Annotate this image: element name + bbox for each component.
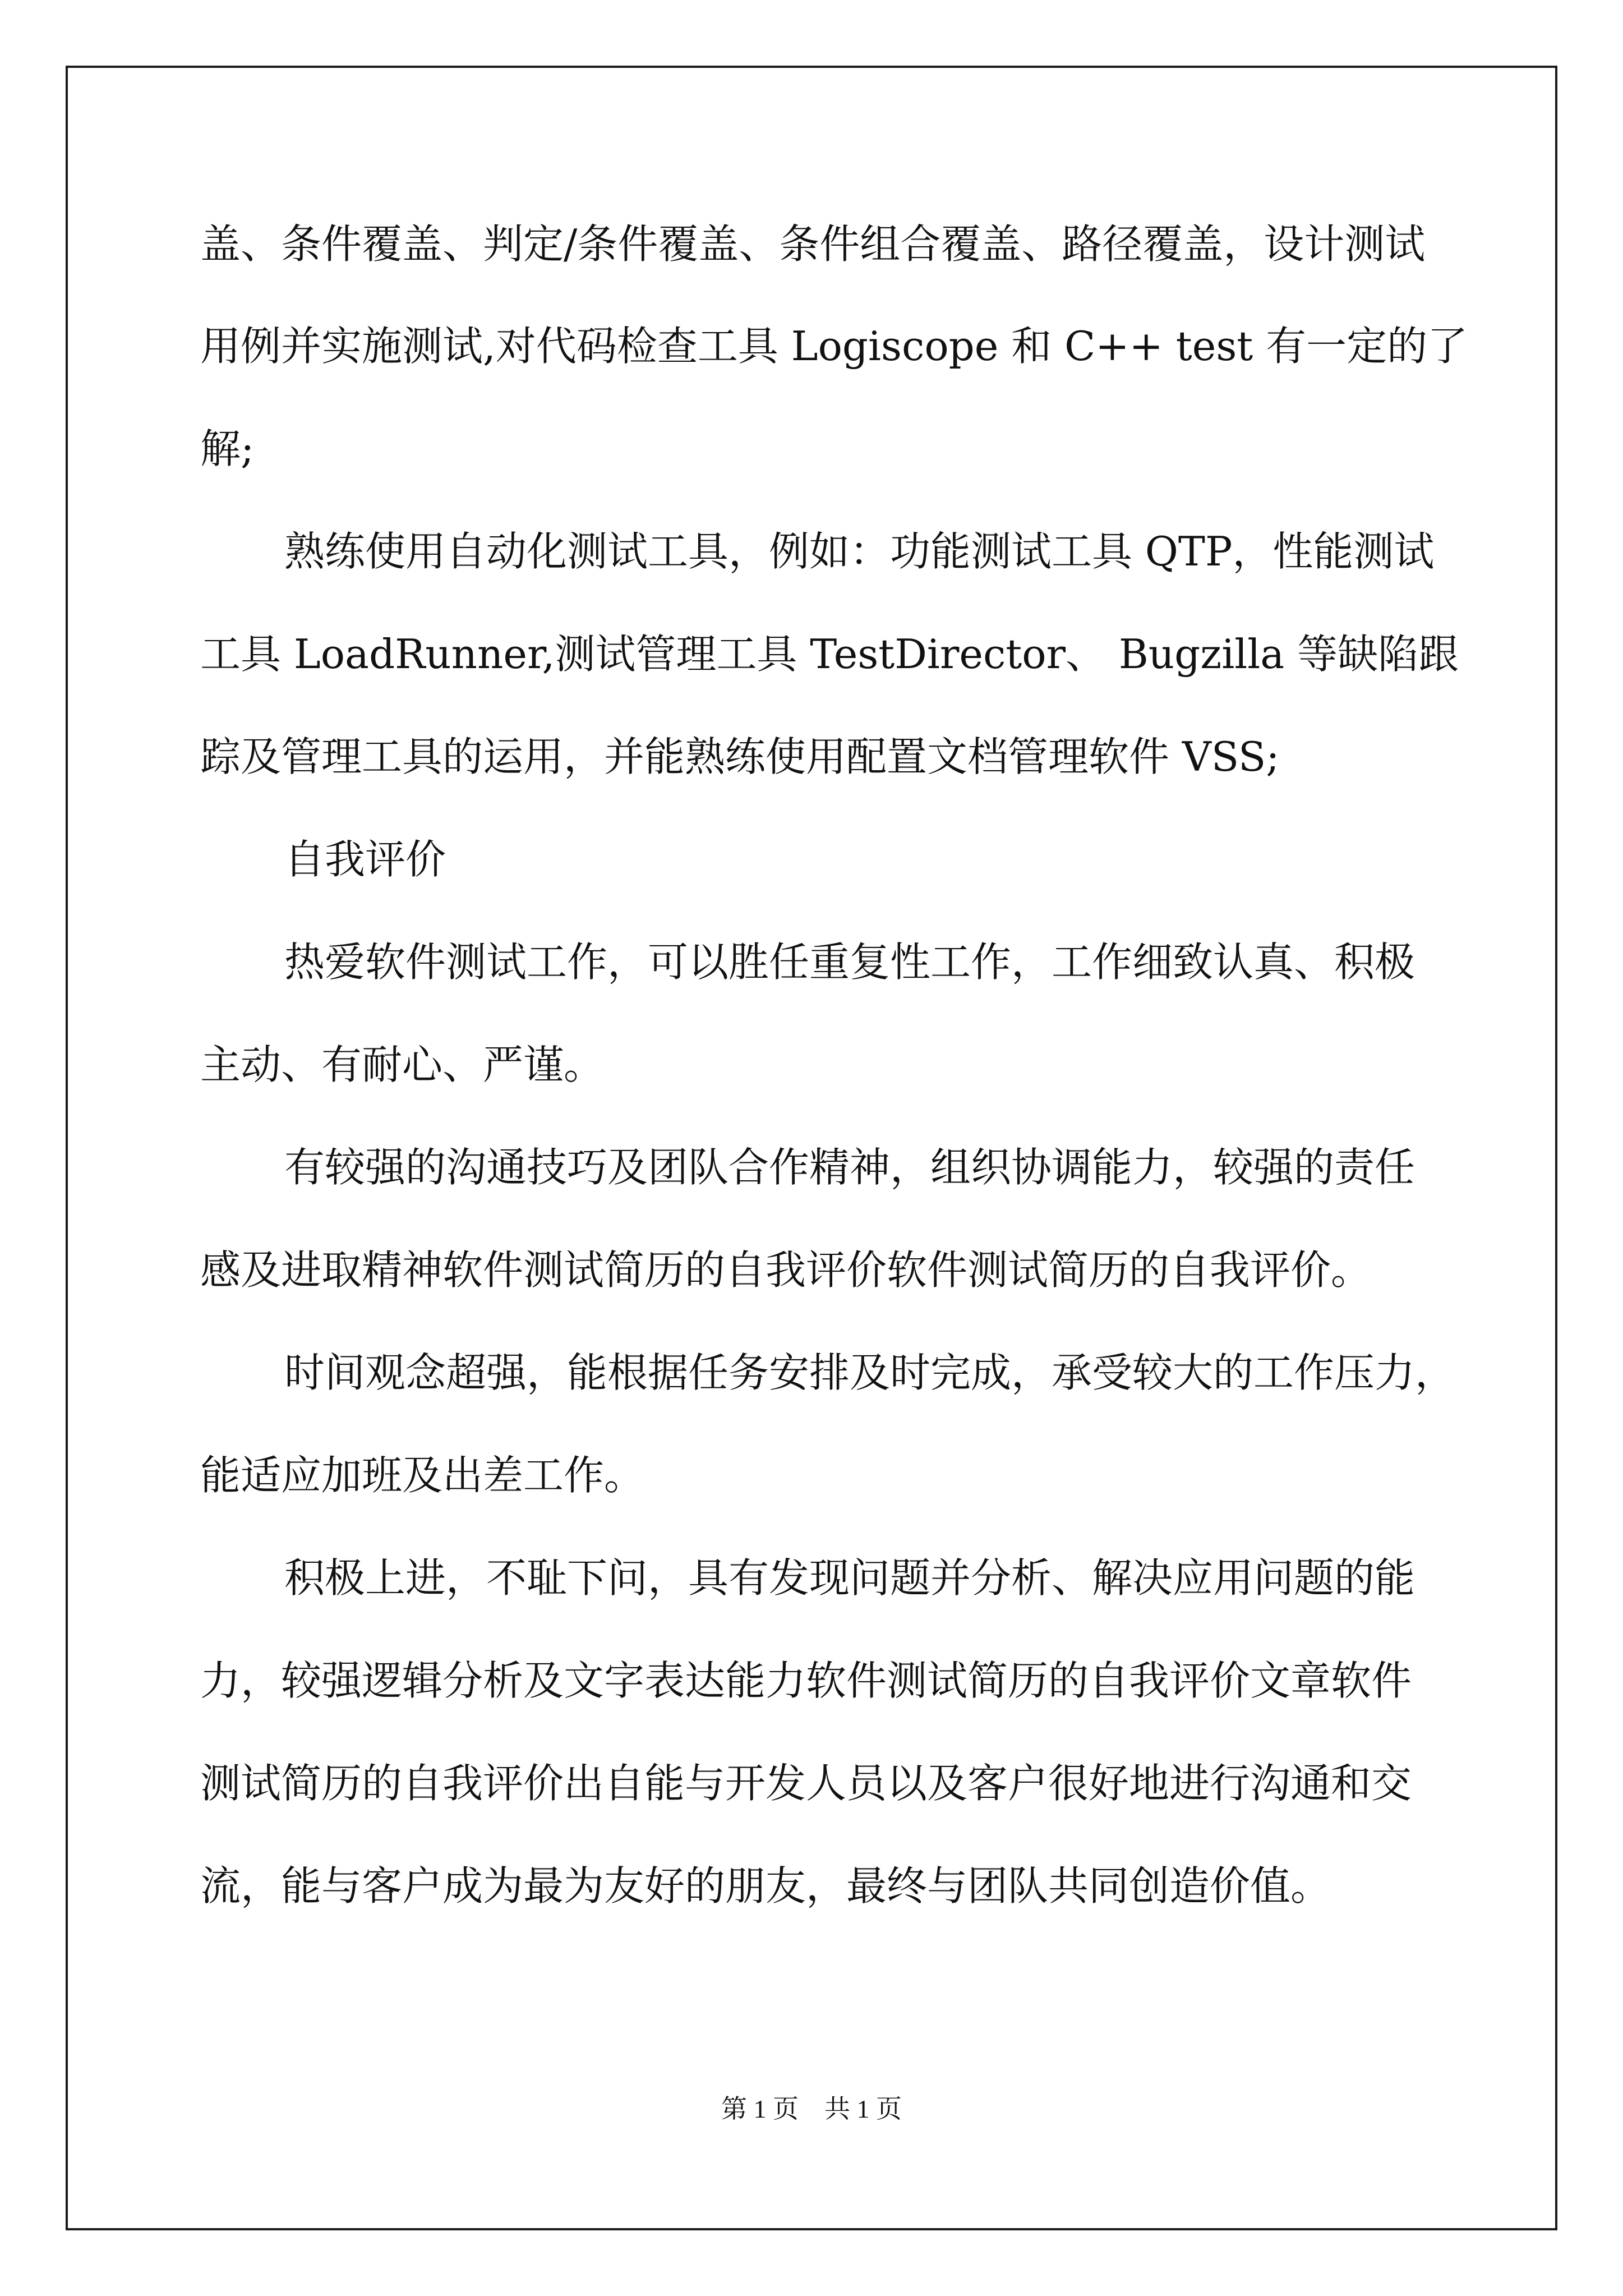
text-line: 感及进取精神软件测试简历的自我评价软件测试简历的自我评价。 xyxy=(200,1246,1372,1294)
text-line: 力，较强逻辑分析及文字表达能力软件测试简历的自我评价文章软件 xyxy=(200,1657,1412,1704)
paragraph-start: 积极上进，不耻下问，具有发现问题并分析、解决应用问题的能 xyxy=(284,1554,1415,1602)
paragraph-start: 时间观念超强，能根据任务安排及时完成，承受较大的工作压力， xyxy=(284,1349,1456,1396)
paragraph-start: 有较强的沟通技巧及团队合作精神，组织协调能力，较强的责任 xyxy=(284,1144,1415,1191)
text-line: 踪及管理工具的运用，并能熟练使用配置文档管理软件 VSS; xyxy=(200,733,1280,780)
text-line: 盖、条件覆盖、判定/条件覆盖、条件组合覆盖、路径覆盖，设计测试 xyxy=(200,220,1426,268)
paragraph-start: 热爱软件测试工作，可以胜任重复性工作，工作细致认真、积极 xyxy=(284,938,1415,986)
page-footer: 第 1 页 共 1 页 xyxy=(721,2095,902,2123)
text-line: 用例并实施测试,对代码检查工具 Logiscope 和 C++ test 有一定的了 xyxy=(200,323,1468,370)
text-line: 流，能与客户成为最为友好的朋友，最终与团队共同创造价值。 xyxy=(200,1862,1331,1910)
text-line: 主动、有耐心、严谨。 xyxy=(200,1041,605,1088)
text-line: 测试简历的自我评价出自能与开发人员以及客户很好地进行沟通和交 xyxy=(200,1760,1412,1807)
paragraph-start: 熟练使用自动化测试工具，例如：功能测试工具 QTP，性能测试 xyxy=(284,528,1435,575)
section-heading: 自我评价 xyxy=(284,836,446,883)
text-line: 解; xyxy=(200,425,255,472)
text-line: 能适应加班及出差工作。 xyxy=(200,1452,645,1499)
text-line: 工具 LoadRunner,测试管理工具 TestDirector、 Bugzilla 等缺陷跟 xyxy=(200,631,1459,678)
